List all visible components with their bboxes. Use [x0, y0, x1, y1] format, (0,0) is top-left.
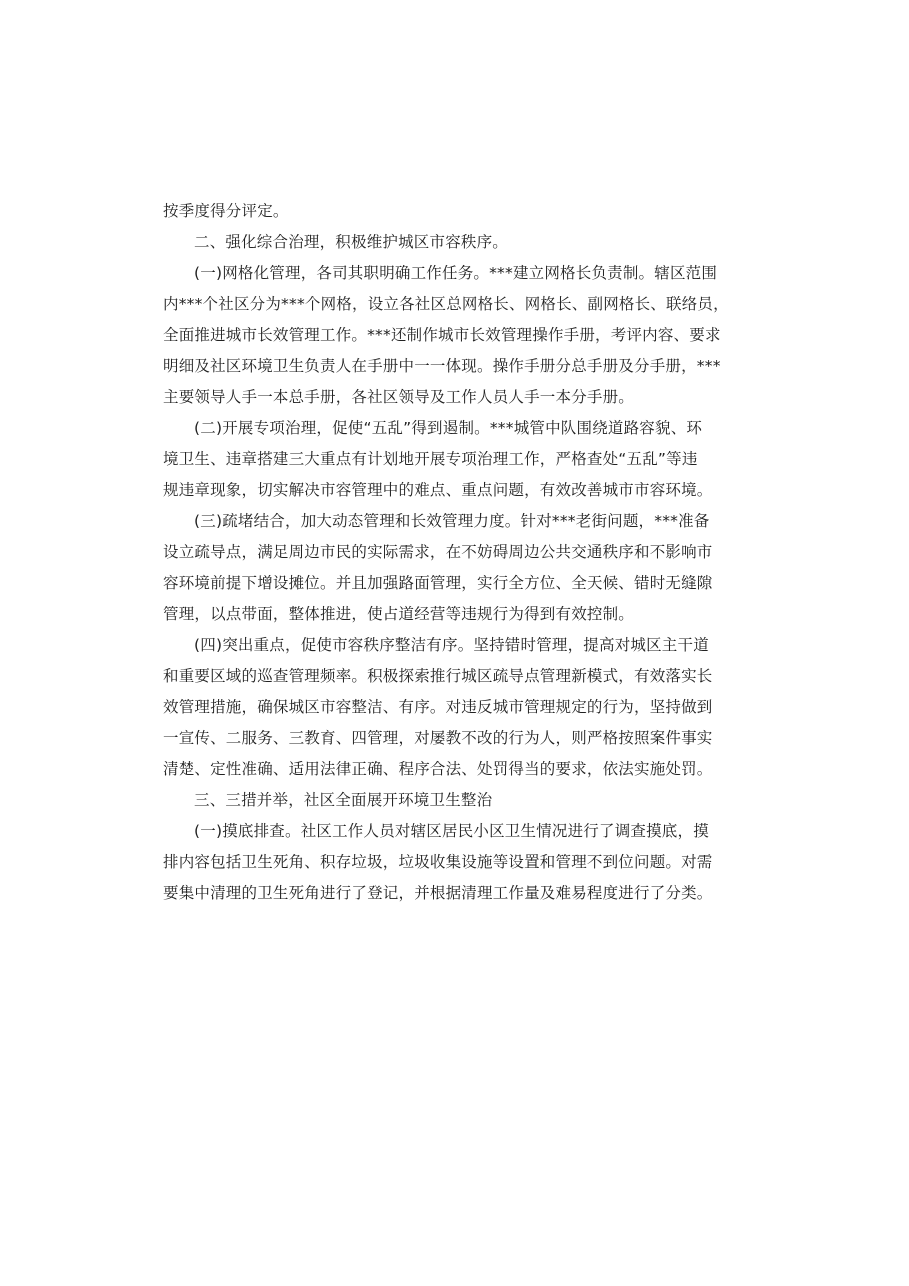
text-line: 排内容包括卫生死角、积存垃圾，垃圾收集设施等设置和管理不到位问题。对需 — [163, 853, 713, 871]
text-line: (二)开展专项治理，促使“五乱”得到遏制。***城管中队围绕道路容貌、环 — [194, 419, 703, 437]
text-line: 一宣传、二服务、三教育、四管理，对屡教不改的行为人，则严格按照案件事实 — [163, 729, 713, 747]
text-line: 要集中清理的卫生死角进行了登记，并根据清理工作量及难易程度进行了分类。 — [163, 884, 713, 902]
text-line: (一)网格化管理，各司其职明确工作任务。***建立网格长负责制。辖区范围 — [194, 264, 718, 282]
text-line: (一)摸底排查。社区工作人员对辖区居民小区卫生情况进行了调查摸底，摸 — [194, 822, 709, 840]
text-line: 内***个社区分为***个网格，设立各社区总网格长、网格长、副网格长、联络员， — [163, 295, 729, 313]
text-line: 容环境前提下增设摊位。并且加强路面管理，实行全方位、全天候、错时无缝隙 — [163, 574, 713, 592]
text-line: 清楚、定性准确、适用法律正确、程序合法、处罚得当的要求，依法实施处罚。 — [163, 760, 713, 778]
text-line: 效管理措施，确保城区市容整洁、有序。对违反城市管理规定的行为，坚持做到 — [163, 698, 713, 716]
text-line: (四)突出重点，促使市容秩序整洁有序。坚持错时管理，提高对城区主干道 — [194, 636, 709, 654]
text-line: 境卫生、违章搭建三大重点有计划地开展专项治理工作，严格查处“五乱”等违 — [163, 450, 698, 468]
text-line: 全面推进城市长效管理工作。***还制作城市长效管理操作手册，考评内容、要求 — [163, 326, 721, 344]
text-line: 二、强化综合治理，积极维护城区市容秩序。 — [194, 233, 509, 251]
text-line: 规违章现象，切实解决市容管理中的难点、重点问题，有效改善城市市容环境。 — [163, 481, 713, 499]
text-line: 设立疏导点，满足周边市民的实际需求，在不妨碍周边公共交通秩序和不影响市 — [163, 543, 713, 561]
text-line: 主要领导人手一本总手册，各社区领导及工作人员人手一本分手册。 — [163, 388, 635, 406]
text-line: 管理，以点带面，整体推进，使占道经营等违规行为得到有效控制。 — [163, 605, 635, 623]
document-body — [163, 196, 753, 909]
text-line: 三、三措并举，社区全面展开环境卫生整治 — [194, 791, 493, 809]
text-line: 和重要区域的巡查管理频率。积极探索推行城区疏导点管理新模式，有效落实长 — [163, 667, 713, 685]
text-line: 按季度得分评定。 — [163, 202, 289, 220]
text-line: 明细及社区环境卫生负责人在手册中一一体现。操作手册分总手册及分手册，*** — [163, 357, 721, 375]
text-line: (三)疏堵结合，加大动态管理和长效管理力度。针对***老街问题，***准备 — [194, 512, 710, 530]
